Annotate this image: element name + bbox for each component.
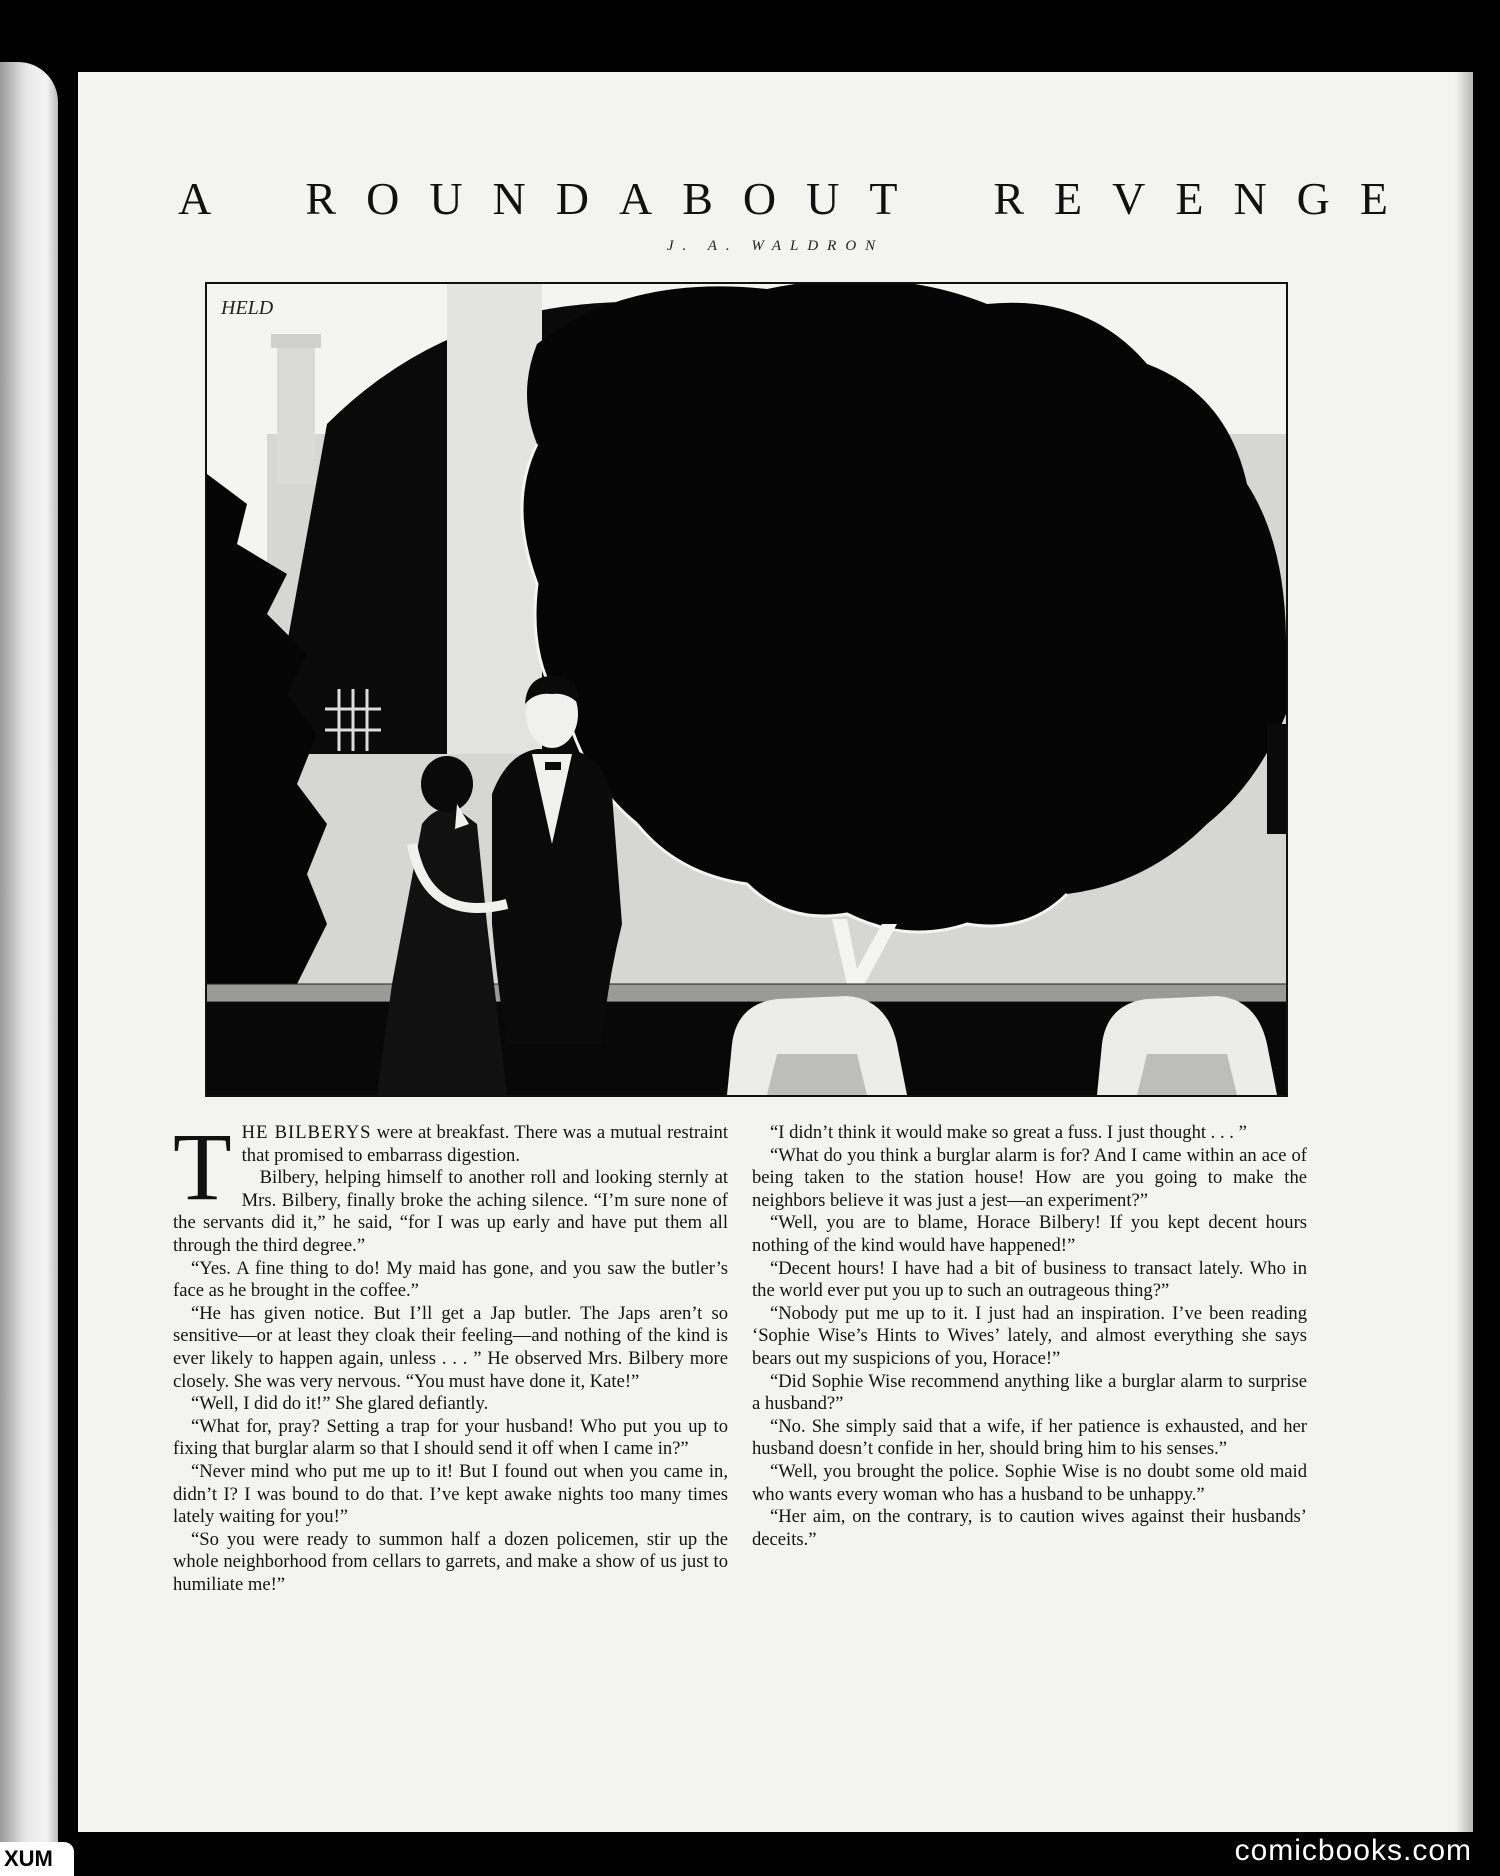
paragraph: “Never mind who put me up to it! But I found out when you came in, didn’t I? I was bound to do that. I’ve kept awake nights too many times lately waiting for you!” — [173, 1460, 728, 1528]
paragraph: “I didn’t think it would make so great a fuss. I just thought . . . ” — [770, 1122, 1247, 1143]
artist-signature: HELD — [221, 297, 274, 319]
paragraph: “He has given notice. But I’ll get a Jap butler. The Japs aren’t so sensitive—or at least they cloak their feeling—and nothing of the kind is ever likely to happen again, unless . . . ” He observed Mrs. Bilbery more closely. She was very nervous. “You must have done it, Kate!” — [173, 1302, 728, 1392]
paragraph: “Did Sophie Wise recommend anything like a burglar alarm to surprise a husband?” — [752, 1370, 1307, 1415]
page-gutter-shadow — [1455, 72, 1473, 1832]
story-byline: J. A. WALDRON — [666, 238, 885, 254]
paragraph: “Well, you are to blame, Horace Bilbery! If you kept decent hours nothing of the kind would have happened!” — [752, 1212, 1307, 1256]
illustration-art — [207, 284, 1286, 1095]
paragraph: “Decent hours! I have had a bit of business to transact lately. Who in the world ever put you up to such an outrageous thing?” — [752, 1257, 1307, 1302]
paragraph-text: were at breakfast. There was a mutual restraint that promised to embarrass digestion. — [241, 1122, 728, 1166]
paragraph: “Yes. A fine thing to do! My maid has gone, and you saw the butler’s face as he brought in the coffee.” — [173, 1257, 728, 1302]
paragraph: “So you were ready to summon half a dozen policemen, stir up the whole neighborhood from cellars to garrets, and make a show of us just to humiliate me!” — [173, 1528, 728, 1595]
text-column-right — [752, 1122, 1307, 1551]
drop-cap: T — [173, 1113, 232, 1220]
paragraph: “What for, pray? Setting a trap for your husband! Who put you up to fixing that burglar alarm so that I should send it off when I came in?” — [173, 1415, 728, 1460]
story-title: A ROUNDABOUT REVENGE — [178, 173, 1418, 224]
paragraph: “What do you think a burglar alarm is for? And I came within an ace of being taken to the station house! How are you going to make the neighbors believe it was just a jest—an experiment?” — [752, 1144, 1307, 1211]
text-column-left — [173, 1113, 728, 1596]
corner-tag: XUM — [0, 1842, 74, 1876]
house-window — [325, 689, 381, 751]
paragraph: “Well, you brought the police. Sophie Wise is no doubt some old maid who wants every woman who has a husband to be unhappy.” — [752, 1460, 1307, 1505]
paragraph: “Well, I did do it!” She glared defiantly. — [191, 1393, 489, 1415]
paragraph: “Her aim, on the contrary, is to caution wives against their husbands’ deceits.” — [752, 1506, 1307, 1550]
paragraph: “Nobody put me up to it. I just had an inspiration. I’ve been reading ‘Sophie Wise’s Hints to Wives’ lately, and almost everything she says bears out my suspicions of you, Horace!” — [752, 1302, 1307, 1369]
story-illustration — [205, 282, 1288, 1097]
watermark: comicbooks.com — [1234, 1834, 1472, 1867]
facing-page-edge — [0, 62, 58, 1852]
magazine-page — [78, 72, 1473, 1832]
opening-small-caps: HE BILBERYS — [241, 1122, 372, 1143]
paragraph: “No. She simply said that a wife, if her patience is exhausted, and her husband doesn’t confide in her, should bring him to his senses.” — [752, 1415, 1307, 1460]
paragraph: Bilbery, helping himself to another roll and looking sternly at Mrs. Bilbery, finally broke the aching silence. “I’m sure none of the servants did it,” he said, “for I was up early and have put them all through the third degree.” — [173, 1167, 728, 1256]
